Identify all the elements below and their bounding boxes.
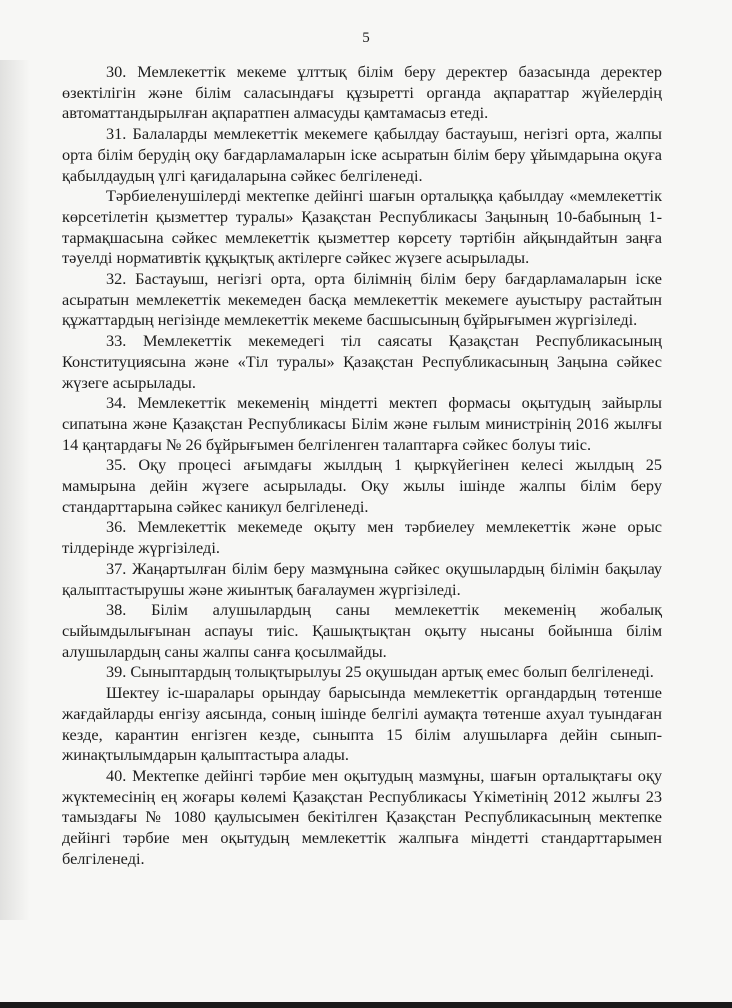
- paragraph-31-admission: Тәрбиеленушілерді мектепке дейінгі шағын орталыққа қабылдау «мемлекеттік көрсетілетін қызметтер туралы» Қазақстан Республикасы Заңының 10-бабының 1-тармақшасына сәйкес мемлекеттік қызметтер көрсету тәртібін айқындайтын заңға тәуелді нормативтік құқықтық актілерге сәйкес жүзеге асырылады.: [62, 186, 662, 268]
- paragraph-35: 35. Оқу процесі ағымдағы жылдың 1 қыркүйегінен келесі жылдың 25 мамырына дейін жүзеге асырылады. Оқу жылы ішінде жалпы білім беру стандарттарына сәйкес каникул белгіленеді.: [62, 455, 662, 516]
- paragraph-37: 37. Жаңартылған білім беру мазмұнына сәйкес оқушылардың білімін бақылау қалыптастырушы және жиынтық бағалаумен жүргізіледі.: [62, 558, 662, 599]
- paragraph-38: 38. Білім алушылардың саны мемлекеттік мекеменің жобалық сыйымдылығынан аспауы тиіс. Қашықтықтан оқыту нысаны бойынша білім алушылардың саны жалпы санға қосылмайды.: [62, 600, 662, 661]
- paragraph-31: 31. Балаларды мемлекеттік мекемеге қабылдау бастауыш, негізгі орта, жалпы орта білім берудің оқу бағдарламаларын іске асыратын білім беру ұйымдарына оқуға қабылдаудың үлгі қағидаларына сәйкес белгіленеді.: [62, 124, 662, 185]
- paragraph-39: 39. Сыныптардың толықтырылуы 25 оқушыдан артық емес болып белгіленеді.: [106, 662, 654, 682]
- scan-edge-shadow: [0, 60, 30, 920]
- scan-bottom-edge: [0, 1002, 732, 1008]
- paragraph-33: 33. Мемлекеттік мекемедегі тіл саясаты Қазақстан Республикасының Конституциясына және «Тіл туралы» Қазақстан Республикасының Заңына сәйкес жүзеге асырылады.: [62, 331, 662, 392]
- paragraph-30: 30. Мемлекеттік мекеме ұлттық білім беру деректер базасында деректер өзектілігін және білім саласындағы құзыретті органда ақпараттар жүйелердің автоматтандырылған ақпаратпен алмасуды қамтамасыз етеді.: [62, 62, 662, 123]
- page-number: 5: [362, 30, 370, 46]
- document-body: [62, 62, 662, 869]
- paragraph-34: 34. Мемлекеттік мекеменің міндетті мектеп формасы оқытудың зайырлы сипатына және Қазақстан Республикасы Білім және ғылым министрінің 2016 жылғы 14 қаңтардағы № 26 бұйрығымен белгіленген талаптарға сәйкес болуы тиіс.: [62, 393, 662, 454]
- paragraph-39-restrictions: Шектеу іс-шаралары орындау барысында мемлекеттік органдардың төтенше жағдайларды енгізу аясында, соның ішінде белгілі аумақта төтенше ахуал туындаған кезде, карантин енгізген кезде, сыныпта 15 білім алушыларға дейін сынып-жинақтылымдарын қалыптастыра алады.: [62, 683, 662, 765]
- paragraph-36: 36. Мемлекеттік мекемеде оқыту мен тәрбиелеу мемлекеттік және орыс тілдерінде жүргізіледі.: [62, 517, 662, 558]
- paragraph-40: 40. Мектепке дейінгі тәрбие мен оқытудың мазмұны, шағын орталықтағы оқу жүктемесінің ең жоғары көлемі Қазақстан Республикасы Үкіметінің 2012 жылғы 23 тамыздағы № 1080 қаулысымен бекітілген Қазақстан Республикасының мектепке дейінгі тәрбие мен оқытудың мемлекеттік жалпыға міндетті стандарттарымен белгіленеді.: [62, 765, 662, 868]
- paragraph-32: 32. Бастауыш, негізгі орта, орта білімнің білім беру бағдарламаларын іске асыратын мемлекеттік мекемеден басқа мемлекеттік мекемеге ауыстыру растайтын құжаттардың негізінде мемлекеттік мекеме басшысының бұйрығымен жүргізіледі.: [62, 269, 662, 330]
